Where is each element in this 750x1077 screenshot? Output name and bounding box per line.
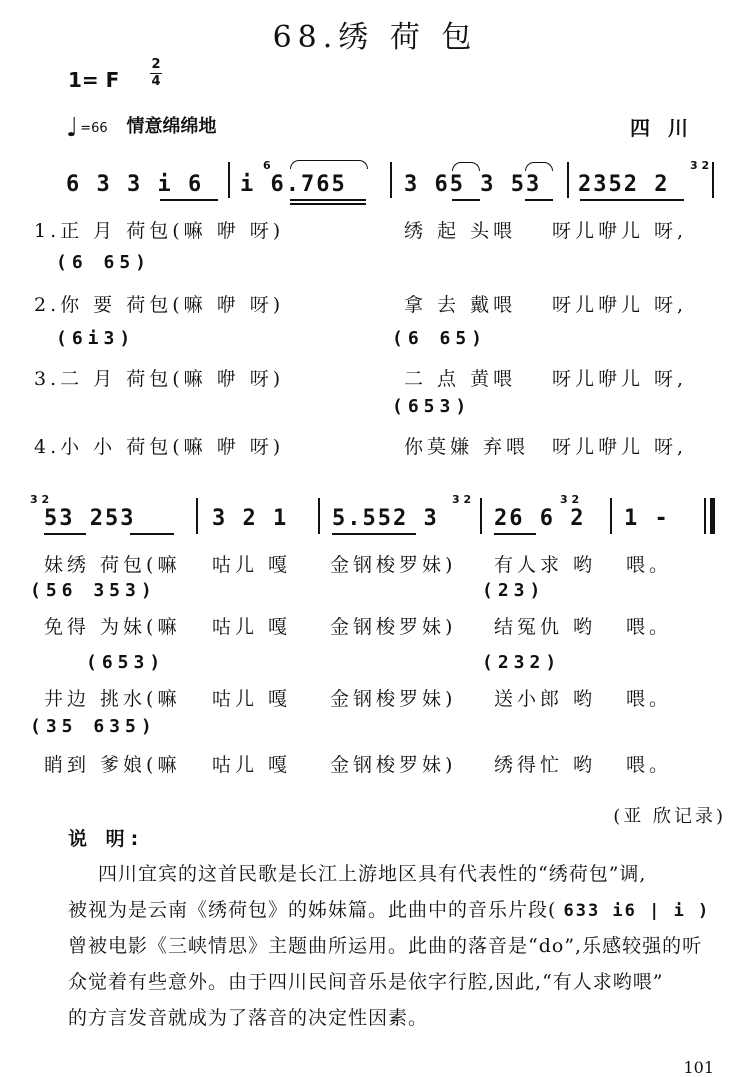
lyric-c: 金钢梭罗妹) xyxy=(330,688,457,710)
lyric-d: 绣得忙 哟 xyxy=(494,754,597,776)
grace-note: 3 2 xyxy=(690,159,710,172)
verse-num: 2. xyxy=(34,294,61,316)
verse-num: 4. xyxy=(34,436,61,458)
notes-line-5: 的方言发音就成为了落音的决定性因素。 xyxy=(68,1007,429,1029)
measure-6: 3 2 1 xyxy=(212,506,289,531)
time-bottom: 4 xyxy=(151,74,161,89)
tempo-value: =66 xyxy=(80,121,108,136)
notes-line-3: 曾被电影《三峡情思》主题曲所运用。此曲的落音是“do”,乐感较强的听 xyxy=(68,935,703,957)
verse-num: 1. xyxy=(34,220,61,242)
measure-3: 3 65 3 53 xyxy=(404,172,542,197)
lyric-a: 二 月 荷包(嘛 咿 呀) xyxy=(60,368,285,390)
variant-notation: (232) xyxy=(482,652,562,673)
barline xyxy=(196,498,198,534)
lyric-e: 喂。 xyxy=(626,754,673,776)
verse-4 xyxy=(34,432,284,459)
lyric-b: 你莫嫌 弃喂 xyxy=(404,436,530,458)
grace-note: 3 2 xyxy=(30,493,50,506)
slur xyxy=(290,160,368,169)
verse-3 xyxy=(34,364,284,391)
lyric-a: 妹绣 荷包(嘛 xyxy=(44,554,181,576)
lyric-a: 睄到 爹娘(嘛 xyxy=(44,754,181,776)
inline-notation: 633 i6 | i ) xyxy=(563,901,711,921)
variant-notation: (6 65) xyxy=(392,328,488,349)
lyric-b: 拿 去 戴喂 xyxy=(404,294,517,316)
verse-1 xyxy=(34,216,284,243)
lyric-d: 有人求 哟 xyxy=(494,554,597,576)
underline-beam xyxy=(452,199,480,201)
variant-notation: (56 353) xyxy=(30,580,157,601)
lyric-c: 呀儿咿儿 呀, xyxy=(552,436,688,458)
lyric-c: 呀儿咿儿 呀, xyxy=(552,294,688,316)
lyric-e: 喂。 xyxy=(626,616,673,638)
underline-beam xyxy=(44,533,86,535)
barline xyxy=(610,498,612,534)
underline-beam xyxy=(290,199,366,201)
song-title: 68.绣 荷 包 xyxy=(272,20,478,55)
measure-8: 26 6 2 xyxy=(494,506,586,531)
lyric-a: 正 月 荷包(嘛 咿 呀) xyxy=(60,220,285,242)
lyric-b: 咕儿 嘎 xyxy=(212,616,292,638)
lyric-c: 呀儿咿儿 呀, xyxy=(552,368,688,390)
key-label: 1= F xyxy=(68,68,120,92)
measure-7: 5.552 3 xyxy=(332,506,439,531)
notes-line-2 xyxy=(68,898,710,923)
lyric-c: 金钢梭罗妹) xyxy=(330,554,457,576)
lyric-b: 咕儿 嘎 xyxy=(212,688,292,710)
variant-notation: (6 65) xyxy=(56,252,152,273)
lyric-b: 二 点 黄喂 xyxy=(404,368,517,390)
barline xyxy=(567,162,569,198)
lyric-d: 结冤仇 哟 xyxy=(494,616,597,638)
barline xyxy=(390,162,392,198)
lyric-c: 呀儿咿儿 呀, xyxy=(552,220,688,242)
underline-beam xyxy=(160,199,218,201)
lyric-c: 金钢梭罗妹) xyxy=(330,754,457,776)
time-top: 2 xyxy=(151,57,161,72)
notes-line-4: 众觉着有些意外。由于四川民间音乐是依字行腔,因此,“有人求哟喂” xyxy=(68,971,664,993)
expression-mark: 情意绵绵地 xyxy=(126,116,217,137)
slur xyxy=(525,162,553,171)
underline-beam xyxy=(525,199,553,201)
quarter-note-icon: ♩ xyxy=(66,113,79,143)
measure-4: 2352 2 xyxy=(578,172,670,197)
final-barline-thick xyxy=(710,498,715,534)
verse-num: 3. xyxy=(34,368,61,390)
barline xyxy=(318,498,320,534)
tempo-marking xyxy=(66,112,217,143)
lyric-d: 送小郎 哟 xyxy=(494,688,597,710)
underline-beam xyxy=(130,533,174,535)
page-number: 101 xyxy=(683,1058,714,1077)
grace-note: 3 2 xyxy=(560,493,580,506)
lyric-b: 咕儿 嘎 xyxy=(212,554,292,576)
notes-heading: 说 明: xyxy=(68,828,145,850)
lyric-c: 金钢梭罗妹) xyxy=(330,616,457,638)
barline xyxy=(480,498,482,534)
lyric-a: 小 小 荷包(嘛 咿 呀) xyxy=(60,436,285,458)
underline-beam xyxy=(290,203,366,205)
notes-line-2-text: 被视为是云南《绣荷包》的姊妹篇。此曲中的音乐片段( xyxy=(68,899,557,921)
final-barline-thin xyxy=(704,498,706,534)
notes-line-1: 四川宜宾的这首民歌是长江上游地区具有代表性的“绣荷包”调, xyxy=(98,863,647,885)
lyric-b: 绣 起 头喂 xyxy=(404,220,517,242)
grace-note: 6 xyxy=(263,159,271,172)
lyric-a: 你 要 荷包(嘛 咿 呀) xyxy=(60,294,285,316)
barline xyxy=(712,162,714,198)
lyric-e: 喂。 xyxy=(626,688,673,710)
variant-notation: (23) xyxy=(482,580,546,601)
lyric-e: 喂。 xyxy=(626,554,673,576)
slur xyxy=(452,162,480,171)
underline-beam xyxy=(332,533,416,535)
measure-9: 1 - xyxy=(624,506,670,531)
key-signature xyxy=(68,57,161,92)
barline xyxy=(228,162,230,198)
variant-notation: (35 635) xyxy=(30,716,157,737)
measure-5: 53 253 xyxy=(44,506,136,531)
grace-note: 3 2 xyxy=(452,493,472,506)
verse-2 xyxy=(34,290,284,317)
time-signature xyxy=(150,58,162,89)
underline-beam xyxy=(494,533,536,535)
lyric-b: 咕儿 嘎 xyxy=(212,754,292,776)
region-label: 四川 xyxy=(630,116,706,140)
variant-notation: (653) xyxy=(392,396,472,417)
variant-notation: (6i3) xyxy=(56,328,136,349)
lyric-a: 井边 挑水(嘛 xyxy=(44,688,181,710)
lyric-a: 免得 为妹(嘛 xyxy=(44,616,181,638)
recorder-credit: (亚 欣记录) xyxy=(613,806,726,827)
underline-beam xyxy=(580,199,684,201)
variant-notation: (653) xyxy=(86,652,166,673)
measure-1: 6 3 3 i 6 xyxy=(66,172,204,197)
measure-2: i 6.765 xyxy=(240,172,347,197)
